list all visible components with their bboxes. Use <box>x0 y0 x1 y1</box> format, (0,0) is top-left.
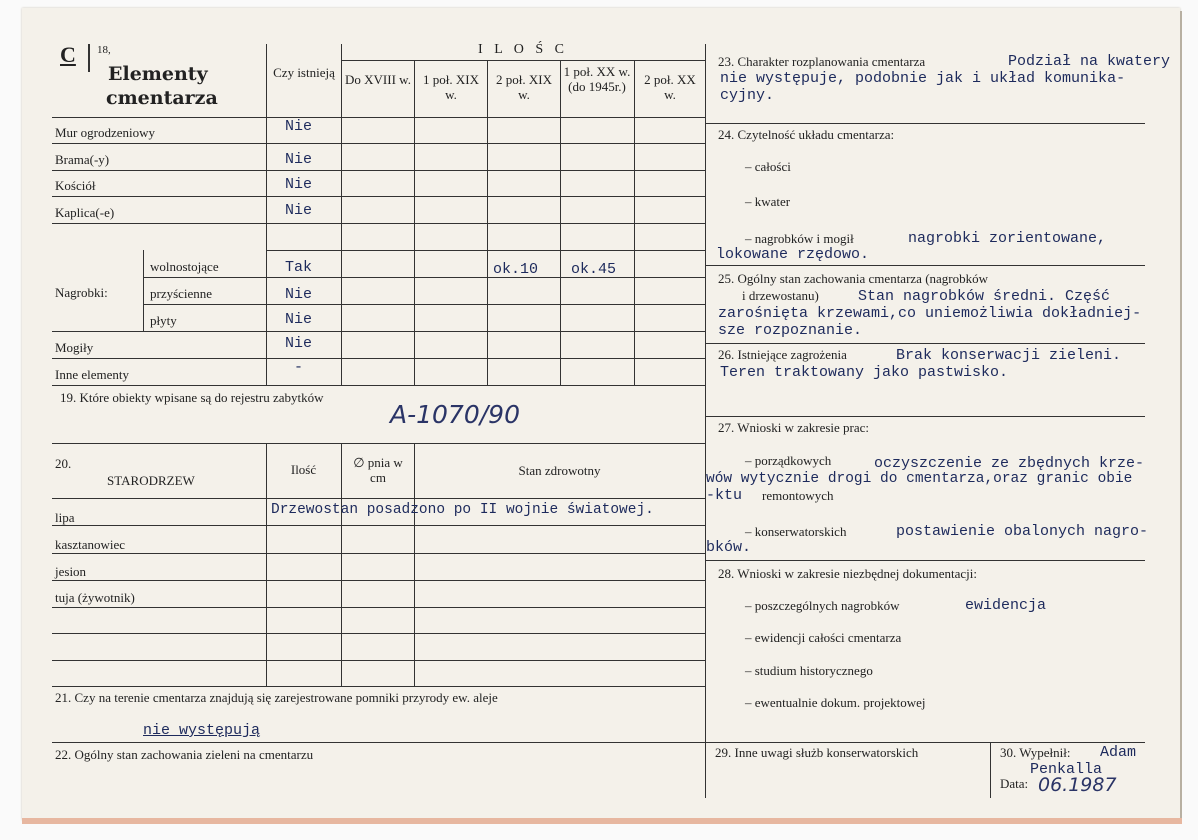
row-label-wall: Mur ogrodzeniowy <box>55 125 156 140</box>
tombstone-freestanding-label: wolnostojące <box>150 259 219 274</box>
q20-bottom-rule <box>52 686 705 687</box>
q24-quarters: – kwater <box>745 194 791 209</box>
row-rule <box>52 143 705 144</box>
row-exists-church: Nie <box>285 176 313 193</box>
q27-repair: remontowych <box>762 488 834 503</box>
q21-label: 21. Czy na terenie cmentarza znajdują się zarejestrowane pomniki przyrody ew. aleje <box>55 690 498 705</box>
q28-item-whole: – ewidencji całości cmentarza <box>745 630 902 645</box>
grid-v-nagrobki <box>143 250 144 331</box>
row-label-church: Kościół <box>55 178 96 193</box>
q26-value-line2: Teren traktowany jako pastwisko. <box>720 364 1009 381</box>
q20-grid-v3 <box>414 443 415 686</box>
tombstone-wall-label: przyścienne <box>150 286 213 301</box>
q30-label: 30. Wypełnił: <box>1000 745 1071 760</box>
q19-bottom-rule <box>52 443 705 444</box>
row-label-gate: Brama(-y) <box>55 152 110 167</box>
q27-order-value-line3: -ktu <box>706 487 743 504</box>
q26-value-line1: Brak konserwacji zieleni. <box>896 347 1122 364</box>
q24-value-line2: lokowane rzędowo. <box>716 246 870 263</box>
row-rule <box>143 304 705 305</box>
q25-value-line2: zarośnięta krzewami,co uniemożliwia dokładniej- <box>718 305 1142 322</box>
q26-bottom-rule <box>705 416 1145 417</box>
tree-ash: jesion <box>55 564 87 579</box>
tombstone-wall-exists: Nie <box>285 286 313 303</box>
q20-diameter-header: ∅ pnia w cm <box>353 455 403 485</box>
q24-label: 24. Czytelność układu cmentarza: <box>718 127 895 142</box>
other-exists: - <box>294 359 304 376</box>
q23-value-line1: Podział na kwatery <box>1008 53 1171 70</box>
row-label-chapel: Kaplica(-e) <box>55 205 115 220</box>
row-exists-gate: Nie <box>285 151 313 168</box>
q25-label-line1: 25. Ogólny stan zachowania cmentarza (nagrobków <box>718 271 989 286</box>
q27-order-value-line1: oczyszczenie ze zbędnych krze- <box>874 455 1145 472</box>
q29-q30-divider <box>990 742 991 798</box>
tree-row-rule <box>52 525 705 526</box>
row-rule <box>52 223 705 224</box>
q27-conserv: – konserwatorskich <box>745 524 847 539</box>
q28-item-design: – ewentualnie dokum. projektowej <box>745 695 926 710</box>
period-header-5: 2 poł. XX w. <box>644 72 696 102</box>
q21-value: nie występują <box>143 722 261 739</box>
q25-bottom-rule <box>705 343 1145 344</box>
quantity-header: I L O Ś C <box>478 42 568 57</box>
elements-title-line1: Elementy <box>108 63 208 85</box>
tombstone-freestanding-exists: Tak <box>285 259 313 276</box>
header-bottom-rule <box>52 117 705 118</box>
period-header-1: Do XVIII w. <box>345 72 411 87</box>
quantity-rule <box>341 60 705 61</box>
exists-header: Czy istnieją <box>273 65 335 80</box>
q25-value-line1: Stan nagrobków średni. Część <box>858 288 1111 305</box>
graves-exists: Nie <box>285 335 313 352</box>
period-header-4: 1 poł. XX w. (do 1945r.) <box>563 64 631 94</box>
q20-title: STARODRZEW <box>107 473 195 488</box>
q20-qty-header: Ilość <box>290 462 317 477</box>
row-rule <box>52 331 705 332</box>
q26-label: 26. Istniejące zagrożenia <box>718 347 847 362</box>
q20-stand-note: Drzewostan posadzono po II wojnie światowej. <box>271 502 654 518</box>
q24-whole: – całości <box>745 159 791 174</box>
q28-value: ewidencja <box>965 597 1047 614</box>
q29-label: 29. Inne uwagi służb konserwatorskich <box>715 745 919 760</box>
q21-bottom-rule <box>52 742 705 743</box>
q30-date: 06.1987 <box>1038 774 1117 796</box>
q20-grid-v2 <box>341 443 342 686</box>
period-header-2: 1 poł. XIX w. <box>423 72 479 102</box>
q24-graves: – nagrobków i mogił <box>745 231 854 246</box>
center-divider <box>705 44 706 798</box>
q25-label-line2: i drzewostanu) <box>742 288 819 303</box>
q20-number: 20. <box>55 456 72 471</box>
q24-bottom-rule <box>705 265 1145 266</box>
tombstones-label: Nagrobki: <box>55 285 108 300</box>
section-letter: C <box>60 42 76 67</box>
section-number: 18, <box>97 44 111 56</box>
section-bar <box>88 44 90 72</box>
q30-date-label: Data: <box>1000 776 1029 791</box>
q20-health-header: Stan zdrowotny <box>518 463 601 478</box>
tombstone-freestanding-p3: ok.10 <box>493 261 539 278</box>
tree-row-rule <box>52 633 705 634</box>
q27-order: – porządkowych <box>745 453 832 468</box>
q22-label: 22. Ogólny stan zachowania zieleni na cmentarzu <box>55 747 314 762</box>
q30-name-line1: Adam <box>1100 744 1137 761</box>
tombstone-slab-label: płyty <box>150 313 177 328</box>
row-rule <box>52 196 705 197</box>
period-header-3: 2 poł. XIX w. <box>496 72 552 102</box>
row-rule <box>52 385 705 386</box>
row-exists-wall: Nie <box>285 118 313 135</box>
tombstone-freestanding-p4: ok.45 <box>571 261 617 278</box>
q27-conserv-value-line1: postawienie obalonych nagro- <box>896 523 1149 540</box>
row-rule <box>52 170 705 171</box>
q23-bottom-rule <box>705 123 1145 124</box>
row-exists-chapel: Nie <box>285 202 313 219</box>
tree-row-rule <box>52 553 705 554</box>
elements-title-line2: cmentarza <box>106 87 218 109</box>
tombstone-slab-exists: Nie <box>285 311 313 328</box>
q27-conserv-value-line2: bków. <box>706 539 752 556</box>
q28-bottom-rule <box>705 742 1145 743</box>
q23-value-line2: nie występuje, podobnie jak i układ komunika- <box>720 70 1126 87</box>
tree-thuja: tuja (żywotnik) <box>55 590 135 605</box>
q28-item-graves: – poszczególnych nagrobków <box>745 598 900 613</box>
grid-v2 <box>341 44 342 385</box>
q25-value-line3: sze rozpoznanie. <box>718 322 863 339</box>
card-edge <box>22 818 1182 824</box>
q20-header-rule <box>52 498 705 499</box>
q27-order-value-line2: wów wytycznie drogi do cmentarza,oraz granic obie <box>706 471 1133 487</box>
q23-label: 23. Charakter rozplanowania cmentarza <box>718 54 926 69</box>
q30-name-line2: Penkalla <box>1030 761 1103 778</box>
q23-value-line3: cyjny. <box>720 87 775 104</box>
q27-bottom-rule <box>705 560 1145 561</box>
q28-label: 28. Wnioski w zakresie niezbędnej dokumentacji: <box>718 566 977 581</box>
row-rule <box>52 358 705 359</box>
q19-label: 19. Które obiekty wpisane są do rejestru zabytków <box>60 390 324 405</box>
grid-v1 <box>266 44 267 385</box>
row-rule <box>266 250 705 251</box>
q27-label: 27. Wnioski w zakresie prac: <box>718 420 870 435</box>
q20-grid-v1 <box>266 443 267 686</box>
tree-lime: lipa <box>55 510 75 525</box>
q19-register-number: A-1070/90 <box>390 400 520 429</box>
row-rule <box>143 277 705 278</box>
tree-row-rule <box>52 660 705 661</box>
q28-item-history: – studium historycznego <box>745 663 873 678</box>
tree-row-rule <box>52 580 705 581</box>
other-label: Inne elementy <box>55 367 129 382</box>
q24-value-line1: nagrobki zorientowane, <box>908 230 1107 247</box>
tree-row-rule <box>52 607 705 608</box>
tree-chestnut: kasztanowiec <box>55 537 126 552</box>
graves-label: Mogiły <box>55 340 94 355</box>
